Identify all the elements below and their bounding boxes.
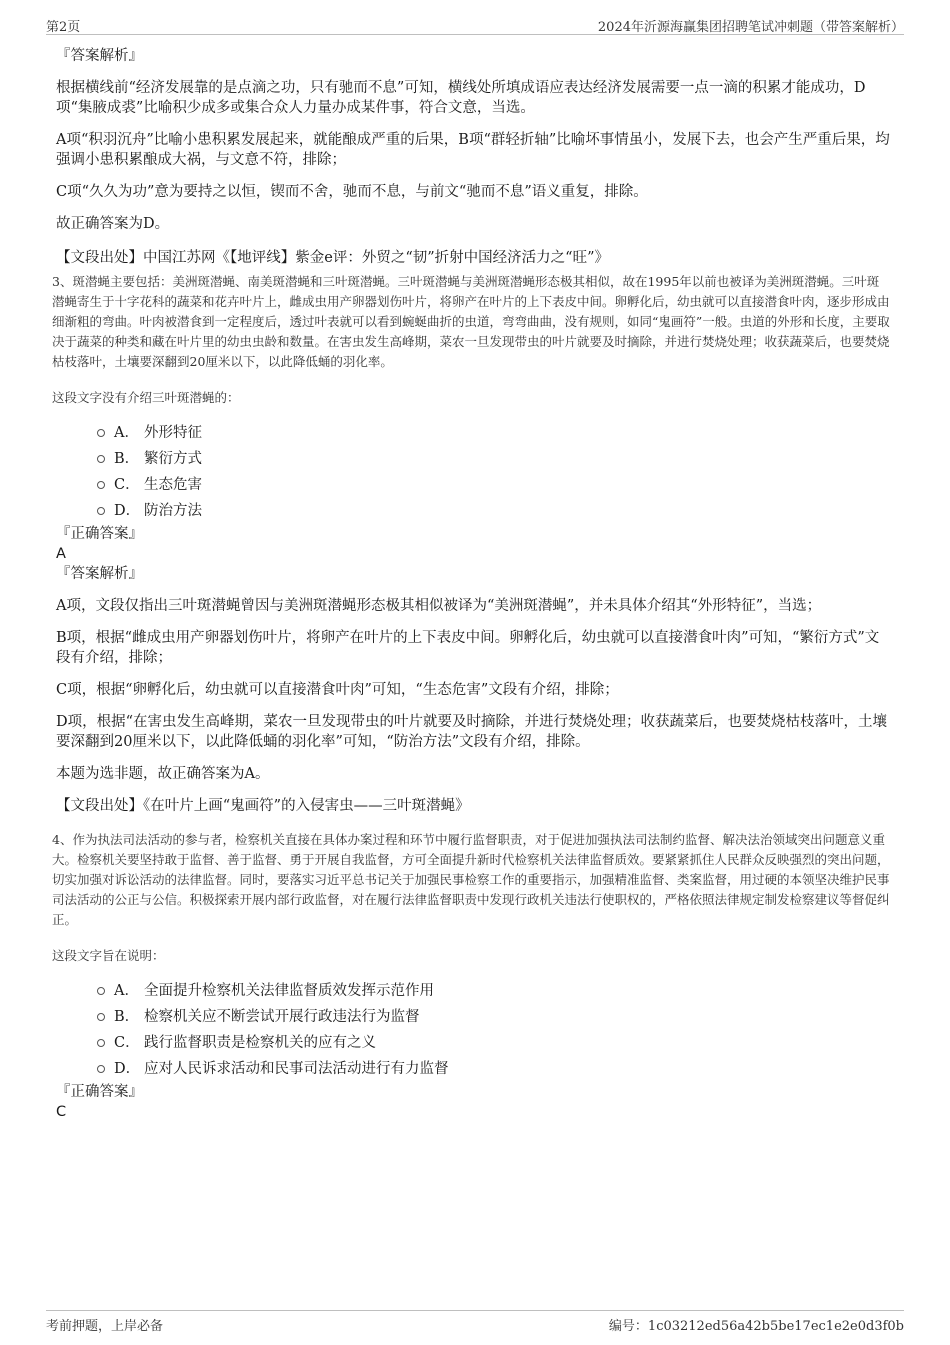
radio-icon[interactable] xyxy=(97,1065,105,1073)
question-prompt: 这段文字没有介绍三叶斑潜蝇的： xyxy=(52,390,240,405)
radio-icon[interactable] xyxy=(97,481,105,489)
radio-icon[interactable] xyxy=(97,1013,105,1021)
option-b[interactable]: B． 检察机关应不断尝试开展行政违法行为监督 xyxy=(56,1004,890,1030)
analysis-paragraph: B项，根据“雌成虫用产卵器划伤叶片，将卵产在叶片的上下表皮中间。卵孵化后，幼虫就可以直接潜食叶肉”可知，“繁衍方式”文段有介绍，排除； xyxy=(56,630,880,666)
analysis-paragraph: A项，文段仅指出三叶斑潜蝇曾因与美洲斑潜蝇形态极其相似被译为“美洲斑潜蝇”，并未具体介绍其“外形特征”，当选； xyxy=(56,598,822,614)
source-citation: 【文段出处】《在叶片上画“鬼画符”的入侵害虫——三叶斑潜蝇》 xyxy=(56,798,470,814)
analysis-paragraph: A项“积羽沉舟”比喻小患积累发展起来，就能酿成严重的后果，B项“群轻折轴”比喻坏事情虽小，发展下去，也会产生严重后果，均强调小患积累酿成大祸，与文意不符，排除； xyxy=(56,132,890,168)
source-citation: 【文段出处】中国江苏网《【地评线】紫金e评：外贸之“韧”折射中国经济活力之“旺”》 xyxy=(56,250,609,266)
option-c[interactable]: C． 践行监督职责是检察机关的应有之义 xyxy=(56,1030,890,1056)
radio-icon[interactable] xyxy=(97,429,105,437)
answer-label: 『正确答案』 xyxy=(56,1084,143,1100)
analysis-paragraph: D项，根据“在害虫发生高峰期，菜农一旦发现带虫的叶片就要及时摘除，并进行焚烧处理；收获蔬菜后，也要焚烧枯枝落叶，土壤要深翻到20厘米以下，以此降低蛹的羽化率”可知，“防治方法”文段有介绍，排除。 xyxy=(56,714,888,750)
analysis-paragraph: 根据横线前“经济发展靠的是点滴之功，只有驰而不息”可知，横线处所填成语应表达经济发展需要一点一滴的积累才能成功，D项“集腋成裘”比喻积少成多或集合众人力量办成某件事，符合文意，当选。 xyxy=(56,80,866,116)
option-list xyxy=(56,978,890,1082)
option-list xyxy=(56,420,890,524)
radio-icon[interactable] xyxy=(97,987,105,995)
correct-answer: A xyxy=(56,546,66,562)
radio-icon[interactable] xyxy=(97,1039,105,1047)
answer-label: 『正确答案』 xyxy=(56,526,143,542)
option-b[interactable]: B． 繁衍方式 xyxy=(56,446,890,472)
analysis-label: 『答案解析』 xyxy=(56,566,143,582)
question-passage: 3、斑潜蝇主要包括：美洲斑潜蝇、南美斑潜蝇和三叶斑潜蝇。三叶斑潜蝇与美洲斑潜蝇形态极其相似，故在1995年以前也被译为美洲斑潜蝇。三叶斑潜蝇寄生于十字花科的蔬菜和花卉叶片上，雌成虫用产卵器划伤叶片，将卵产在叶片的上下表皮中间。卵孵化后，幼虫就可以直接潜食叶肉，逐步形成由细渐粗的弯曲。叶肉被潜食到一定程度后，透过叶表就可以看到蜿蜒曲折的虫道，弯弯曲曲，没有规则，如同“鬼画符”一般。虫道的外形和长度，主要取决于蔬菜的种类和藏在叶片里的幼虫虫龄和数量。在害虫发生高峰期，菜农一旦发现带虫的叶片就要及时摘除，并进行焚烧处理；收获蔬菜后，也要焚烧枯枝落叶，土壤要深翻到20厘米以下，以此降低蛹的羽化率。 xyxy=(52,274,890,369)
option-d[interactable]: D． 应对人民诉求活动和民事司法活动进行有力监督 xyxy=(56,1056,890,1082)
radio-icon[interactable] xyxy=(97,455,105,463)
analysis-label: 『答案解析』 xyxy=(56,48,143,64)
correct-answer: C xyxy=(56,1104,67,1120)
question-prompt: 这段文字旨在说明： xyxy=(52,948,165,963)
option-a[interactable]: A． 全面提升检察机关法律监督质效发挥示范作用 xyxy=(56,978,890,1004)
option-a[interactable]: A． 外形特征 xyxy=(56,420,890,446)
question-passage: 4、作为执法司法活动的参与者，检察机关直接在具体办案过程和环节中履行监督职责，对于促进加强执法司法制约监督、解决法治领域突出问题意义重大。检察机关要坚持敢于监督、善于监督、勇于开展自我监督，方可全面提升新时代检察机关法律监督质效。要紧紧抓住人民群众反映强烈的突出问题，切实加强对诉讼活动的法律监督。同时，要落实习近平总书记关于加强民事检察工作的重要指示，加强精准监督、类案监督，用过硬的本领坚决维护民事司法活动的公正与公信。积极探索开展内部行政监督，对在履行法律监督职责中发现行政机关违法行使职权的，严格依照法律规定制发检察建议等督促纠正。 xyxy=(52,832,890,927)
analysis-paragraph: 故正确答案为D。 xyxy=(56,216,170,232)
analysis-paragraph: 本题为选非题，故正确答案为A。 xyxy=(56,766,270,782)
document-title: 2024年沂源海赢集团招聘笔试冲刺题（带答案解析） xyxy=(597,20,904,35)
analysis-paragraph: C项“久久为功”意为要持之以恒，锲而不舍，驰而不息，与前文“驰而不息”语义重复，排除。 xyxy=(56,184,648,200)
document-id: 编号：1c03212ed56a42b5be17ec1e2e0d3f0b xyxy=(608,1319,904,1334)
option-c[interactable]: C． 生态危害 xyxy=(56,472,890,498)
footer-slogan: 考前押题，上岸必备 xyxy=(46,1319,164,1334)
option-d[interactable]: D． 防治方法 xyxy=(56,498,890,524)
page-header xyxy=(46,14,904,35)
analysis-paragraph: C项，根据“卵孵化后，幼虫就可以直接潜食叶肉”可知，“生态危害”文段有介绍，排除； xyxy=(56,682,619,698)
main-content xyxy=(52,46,890,1122)
page-number: 第2页 xyxy=(46,20,81,35)
page-footer xyxy=(46,1310,904,1334)
radio-icon[interactable] xyxy=(97,507,105,515)
